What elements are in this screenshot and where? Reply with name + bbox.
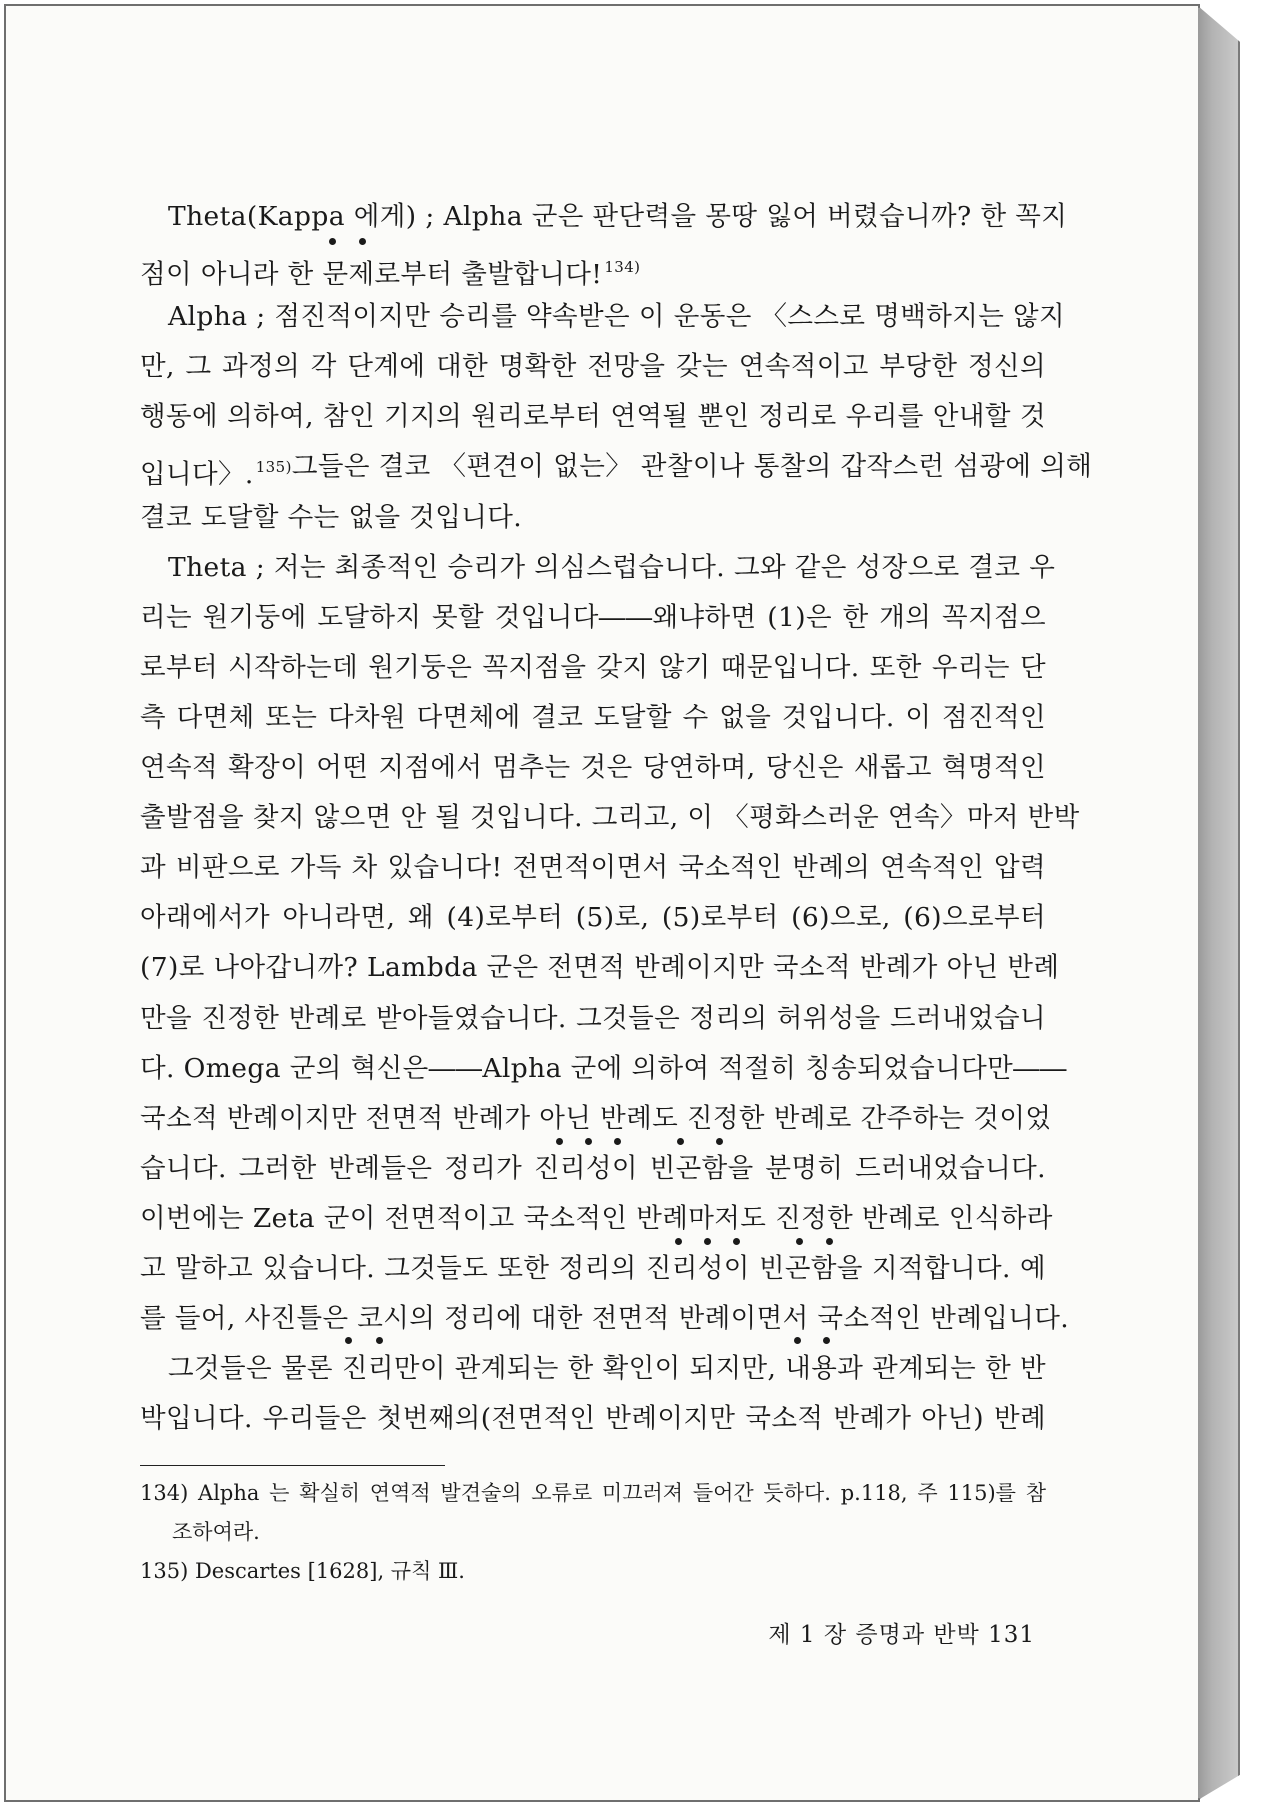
text-line: 습니다. 그러한 반례들은 정리가 진리성이 빈곤함을 분명히 드러내었습니다. bbox=[140, 1152, 1046, 1184]
emphasis-dot bbox=[823, 1337, 830, 1344]
text-line-start bbox=[140, 442, 292, 492]
text-line: 이번에는 Zeta 군이 전면적이고 국소적인 반례마저도 진정한 반례로 인식하라 bbox=[140, 1202, 1053, 1234]
text-line: 그것들은 물론 진리만이 관계되는 한 확인이 되지만, 내용과 관계되는 한 반 bbox=[168, 1353, 1046, 1385]
text-line: 행동에 의하여, 참인 기지의 원리로부터 연역될 뿐인 정리로 우리를 안내할 것 bbox=[140, 401, 1046, 433]
text-line: Alpha ; 점진적이지만 승리를 약속받은 이 운동은 〈스스로 명백하지는 않지 bbox=[168, 301, 1066, 333]
text-line: 결코 도달할 수는 없을 것입니다. bbox=[140, 501, 523, 533]
running-footer: 제 1 장 증명과 반박 131 bbox=[768, 1622, 1035, 1648]
emphasis-dot bbox=[345, 1337, 352, 1344]
text-line: 고 말하고 있습니다. 그것들도 또한 정리의 진리성이 빈곤함을 지적합니다. 예 bbox=[140, 1252, 1046, 1284]
footnote-ref: 135) bbox=[255, 458, 292, 477]
text-line: 를 들어, 사진틀은 코시의 정리에 대한 전면적 반례이면서 국소적인 반례입니다. bbox=[140, 1303, 1070, 1335]
emphasis-dot bbox=[329, 238, 336, 245]
emphasis-dot bbox=[826, 1238, 833, 1245]
text-line: 로부터 시작하는데 원기둥은 꼭지점을 갖지 않기 때문입니다. 또한 우리는 단 bbox=[140, 651, 1046, 683]
text-line: 다. Omega 군의 혁신은――Alpha 군에 의하여 적절히 칭송되었습니다만―― bbox=[140, 1052, 1067, 1084]
footnote-rule bbox=[140, 1465, 445, 1466]
emphasis-dot bbox=[704, 1238, 711, 1245]
text-line: 국소적 반례이지만 전면적 반례가 아닌 반례도 진정한 반례로 간주하는 것이었 bbox=[140, 1102, 1052, 1134]
footnote-ref: 134) bbox=[604, 258, 641, 277]
footnote-135: 135) Descartes [1628], 규칙 Ⅲ. bbox=[140, 1559, 465, 1583]
text-line-content: 입니다〉. bbox=[140, 459, 254, 491]
page-stack-edge bbox=[1198, 6, 1240, 1800]
text-line: 과 비판으로 가득 차 있습니다! 전면적이면서 국소적인 반례의 연속적인 압력 bbox=[140, 852, 1046, 884]
text-line: 연속적 확장이 어떤 지점에서 멈추는 것은 당연하며, 당신은 새롭고 혁명적인 bbox=[140, 752, 1046, 784]
text-line: Theta ; 저는 최종적인 승리가 의심스럽습니다. 그와 같은 성장으로 결코 우 bbox=[168, 551, 1056, 583]
text-line: 만을 진정한 반례로 받아들였습니다. 그것들은 정리의 허위성을 드러내었습니 bbox=[140, 1002, 1046, 1034]
text-line-content: 점이 아니라 한 문제로부터 출발합니다! bbox=[140, 259, 603, 291]
footnote-134-continued: 조하여라. bbox=[172, 1520, 260, 1544]
text-line: Theta(Kappa 에게) ; Alpha 군은 판단력을 몽땅 잃어 버렸습니까? 한 꼭지 bbox=[168, 201, 1068, 232]
emphasis-dot bbox=[359, 238, 366, 245]
emphasis-dot bbox=[677, 1138, 684, 1145]
text-line: 측 다면체 또는 다차원 다면체에 결코 도달할 수 없을 것입니다. 이 점진적인 bbox=[140, 701, 1046, 733]
text-line: 박입니다. 우리들은 첫번째의(전면적인 반례이지만 국소적 반례가 아닌) 반례 bbox=[140, 1403, 1046, 1435]
emphasis-dot bbox=[794, 1337, 801, 1344]
emphasis-dot bbox=[716, 1138, 723, 1145]
emphasis-dot bbox=[675, 1238, 682, 1245]
emphasis-dot bbox=[556, 1138, 563, 1145]
text-line: 만, 그 과정의 각 단계에 대한 명확한 전망을 갖는 연속적이고 부당한 정신의 bbox=[140, 351, 1046, 383]
main-text bbox=[140, 192, 1093, 1444]
text-line bbox=[140, 242, 1046, 292]
text-line bbox=[140, 442, 1093, 492]
text-line: 아래에서가 아니라면, 왜 (4)로부터 (5)로, (5)로부터 (6)으로, (6)으로부터 bbox=[140, 902, 1046, 934]
text-line: 출발점을 찾지 않으면 안 될 것입니다. 그리고, 이 〈평화스러운 연속〉마저 반박 bbox=[140, 802, 1080, 834]
emphasis-dot bbox=[614, 1138, 621, 1145]
text-line-end: 그들은 결코 〈편견이 없는〉 관찰이나 통찰의 갑작스런 섬광에 의해 bbox=[291, 451, 1093, 483]
footnote-134: 134) Alpha 는 확실히 연역적 발견술의 오류로 미끄러져 들어간 듯하다. p.118, 주 115)를 참 bbox=[140, 1481, 1046, 1505]
emphasis-dot bbox=[376, 1337, 383, 1344]
footnotes bbox=[140, 1474, 1046, 1591]
text-line: 리는 원기둥에 도달하지 못할 것입니다――왜냐하면 (1)은 한 개의 꼭지점으 bbox=[140, 601, 1046, 633]
emphasis-dot bbox=[733, 1238, 740, 1245]
text-line: (7)로 나아갑니까? Lambda 군은 전면적 반례이지만 국소적 반례가 아닌 반례 bbox=[140, 952, 1060, 984]
emphasis-dot bbox=[585, 1138, 592, 1145]
emphasis-dot bbox=[796, 1238, 803, 1245]
